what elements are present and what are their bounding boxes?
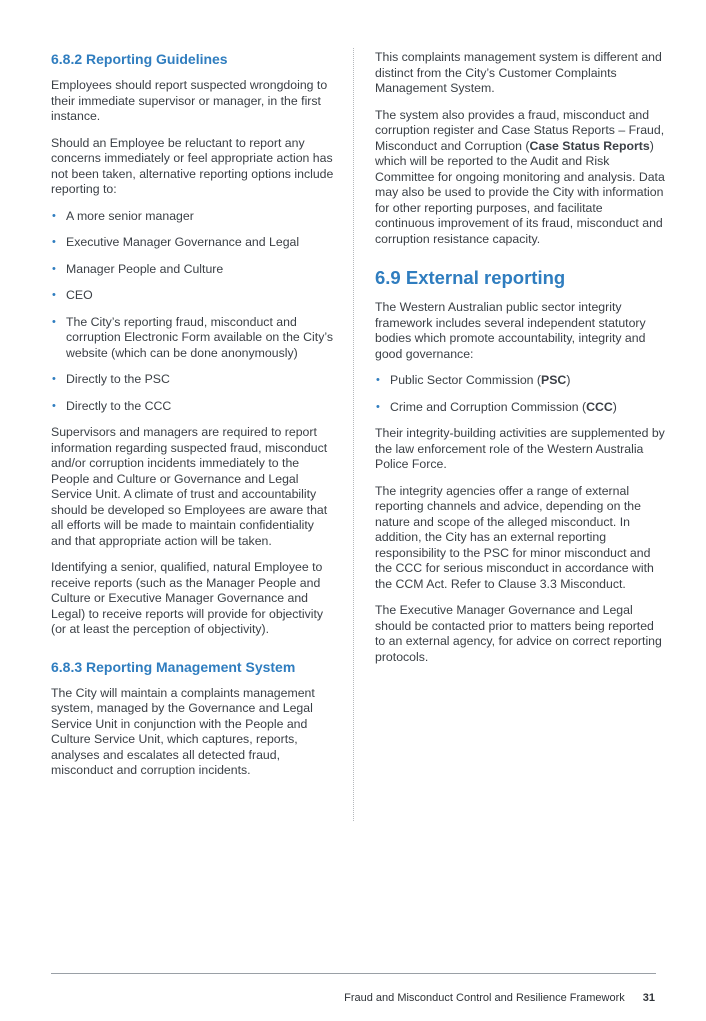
paragraph: The Western Australian public sector integrity framework includes several independent statutory bodies which promote accountability, integrity and good governance: [375, 300, 646, 361]
paragraph: This complaints management system is different and distinct from the City’s Customer Complaints Management System. [375, 50, 662, 95]
bullet-icon: • [52, 399, 56, 412]
paragraph: The Executive Manager Governance and Legal should be contacted prior to matters being reported to an external agency, for advice on correct reporting protocols. [375, 603, 662, 664]
integrity-bodies-list [375, 373, 665, 415]
paragraph: Supervisors and managers are required to report information regarding suspected fraud, misconduct and/or corruption incidents immediately to the People and Culture or Governance and Legal Service Unit. A climate of trust and accountability should be developed so Employees are aware that all efforts will be made to maintain confidentiality and that appropriate action will be taken. [51, 425, 328, 548]
bullet-icon: • [52, 236, 56, 248]
paragraph: Employees should report suspected wrongdoing to their immediate supervisor or manager, in the first instance. [51, 78, 328, 123]
bullet-icon: • [52, 209, 56, 222]
list-item: • Directly to the CCC [52, 398, 172, 413]
list-item: • A more senior manager [52, 208, 194, 223]
page-footer [344, 991, 655, 1007]
paragraph: The integrity agencies offer a range of external reporting channels and advice, depending on the nature and scope of the alleged misconduct. In addition, the City has an external reporting responsibility to the PSC for minor misconduct and the CCC for serious misconduct in accordance with the CCM Act. Refer to Clause 3.3 Misconduct. [375, 483, 654, 591]
list-item: • Crime and Corruption Commission (CCC) [376, 399, 617, 414]
footer-title: Fraud and Misconduct Control and Resilience Framework [344, 992, 625, 1004]
heading-6-8-2: 6.8.2 Reporting Guidelines [51, 51, 228, 67]
list-item: • CEO [52, 288, 93, 302]
heading-6-9: 6.9 External reporting [375, 267, 566, 288]
list-item: • Public Sector Commission (PSC) [376, 373, 571, 387]
page-number: 31 [642, 992, 655, 1004]
footer-divider [51, 973, 656, 974]
left-column [51, 50, 334, 790]
list-item: • Manager People and Culture [52, 261, 224, 276]
case-status-reports-term: Case Status Reports [529, 138, 650, 153]
bullet-icon: • [52, 315, 56, 328]
list-item: • Executive Manager Governance and Legal [52, 235, 300, 249]
paragraph: Their integrity-building activities are supplemented by the law enforcement role of the Western Australia Police Force. [375, 426, 665, 471]
list-item: • The City’s reporting fraud, misconduct and corruption Electronic Form available on the City’s website (which can be done anonymously) [52, 314, 334, 360]
right-column [375, 50, 665, 676]
bullet-icon: • [52, 289, 56, 301]
bullet-icon: • [376, 374, 380, 386]
column-divider [353, 48, 354, 821]
paragraph: Should an Employee be reluctant to report any concerns immediately or feel appropriate action has not been taken, alternative reporting options include reporting to: [51, 135, 334, 196]
paragraph: The system also provides a fraud, misconduct and corruption register and Case Status Reports – Fraud, Misconduct and Corruption (Case Status Reports) which will be reported to the Audit and Risk Committee for ongoing monitoring and analysis. Data may also be used to provide the City with information for other reporting purposes, and facilitate continuous improvement of its fraud, misconduct and corruption resistance capacity. [375, 107, 665, 246]
bullet-icon: • [52, 262, 56, 275]
paragraph: The City will maintain a complaints management system, managed by the Governance and Legal Service Unit in conjunction with the People and Culture Service Unit, which captures, reports, analyses and escalates all detected fraud, misconduct and corruption incidents. [51, 685, 315, 777]
list-item: • Directly to the PSC [52, 372, 170, 386]
heading-6-8-3: 6.8.3 Reporting Management System [51, 658, 296, 675]
paragraph: Identifying a senior, qualified, natural Employee to receive reports (such as the Manager People and Culture or Executive Manager Governance and Legal) to receive reports will provide for objectivity (or at least the perception of objectivity). [51, 560, 324, 636]
reporting-options-list [51, 209, 334, 415]
bullet-icon: • [376, 400, 380, 413]
bullet-icon: • [52, 373, 56, 385]
